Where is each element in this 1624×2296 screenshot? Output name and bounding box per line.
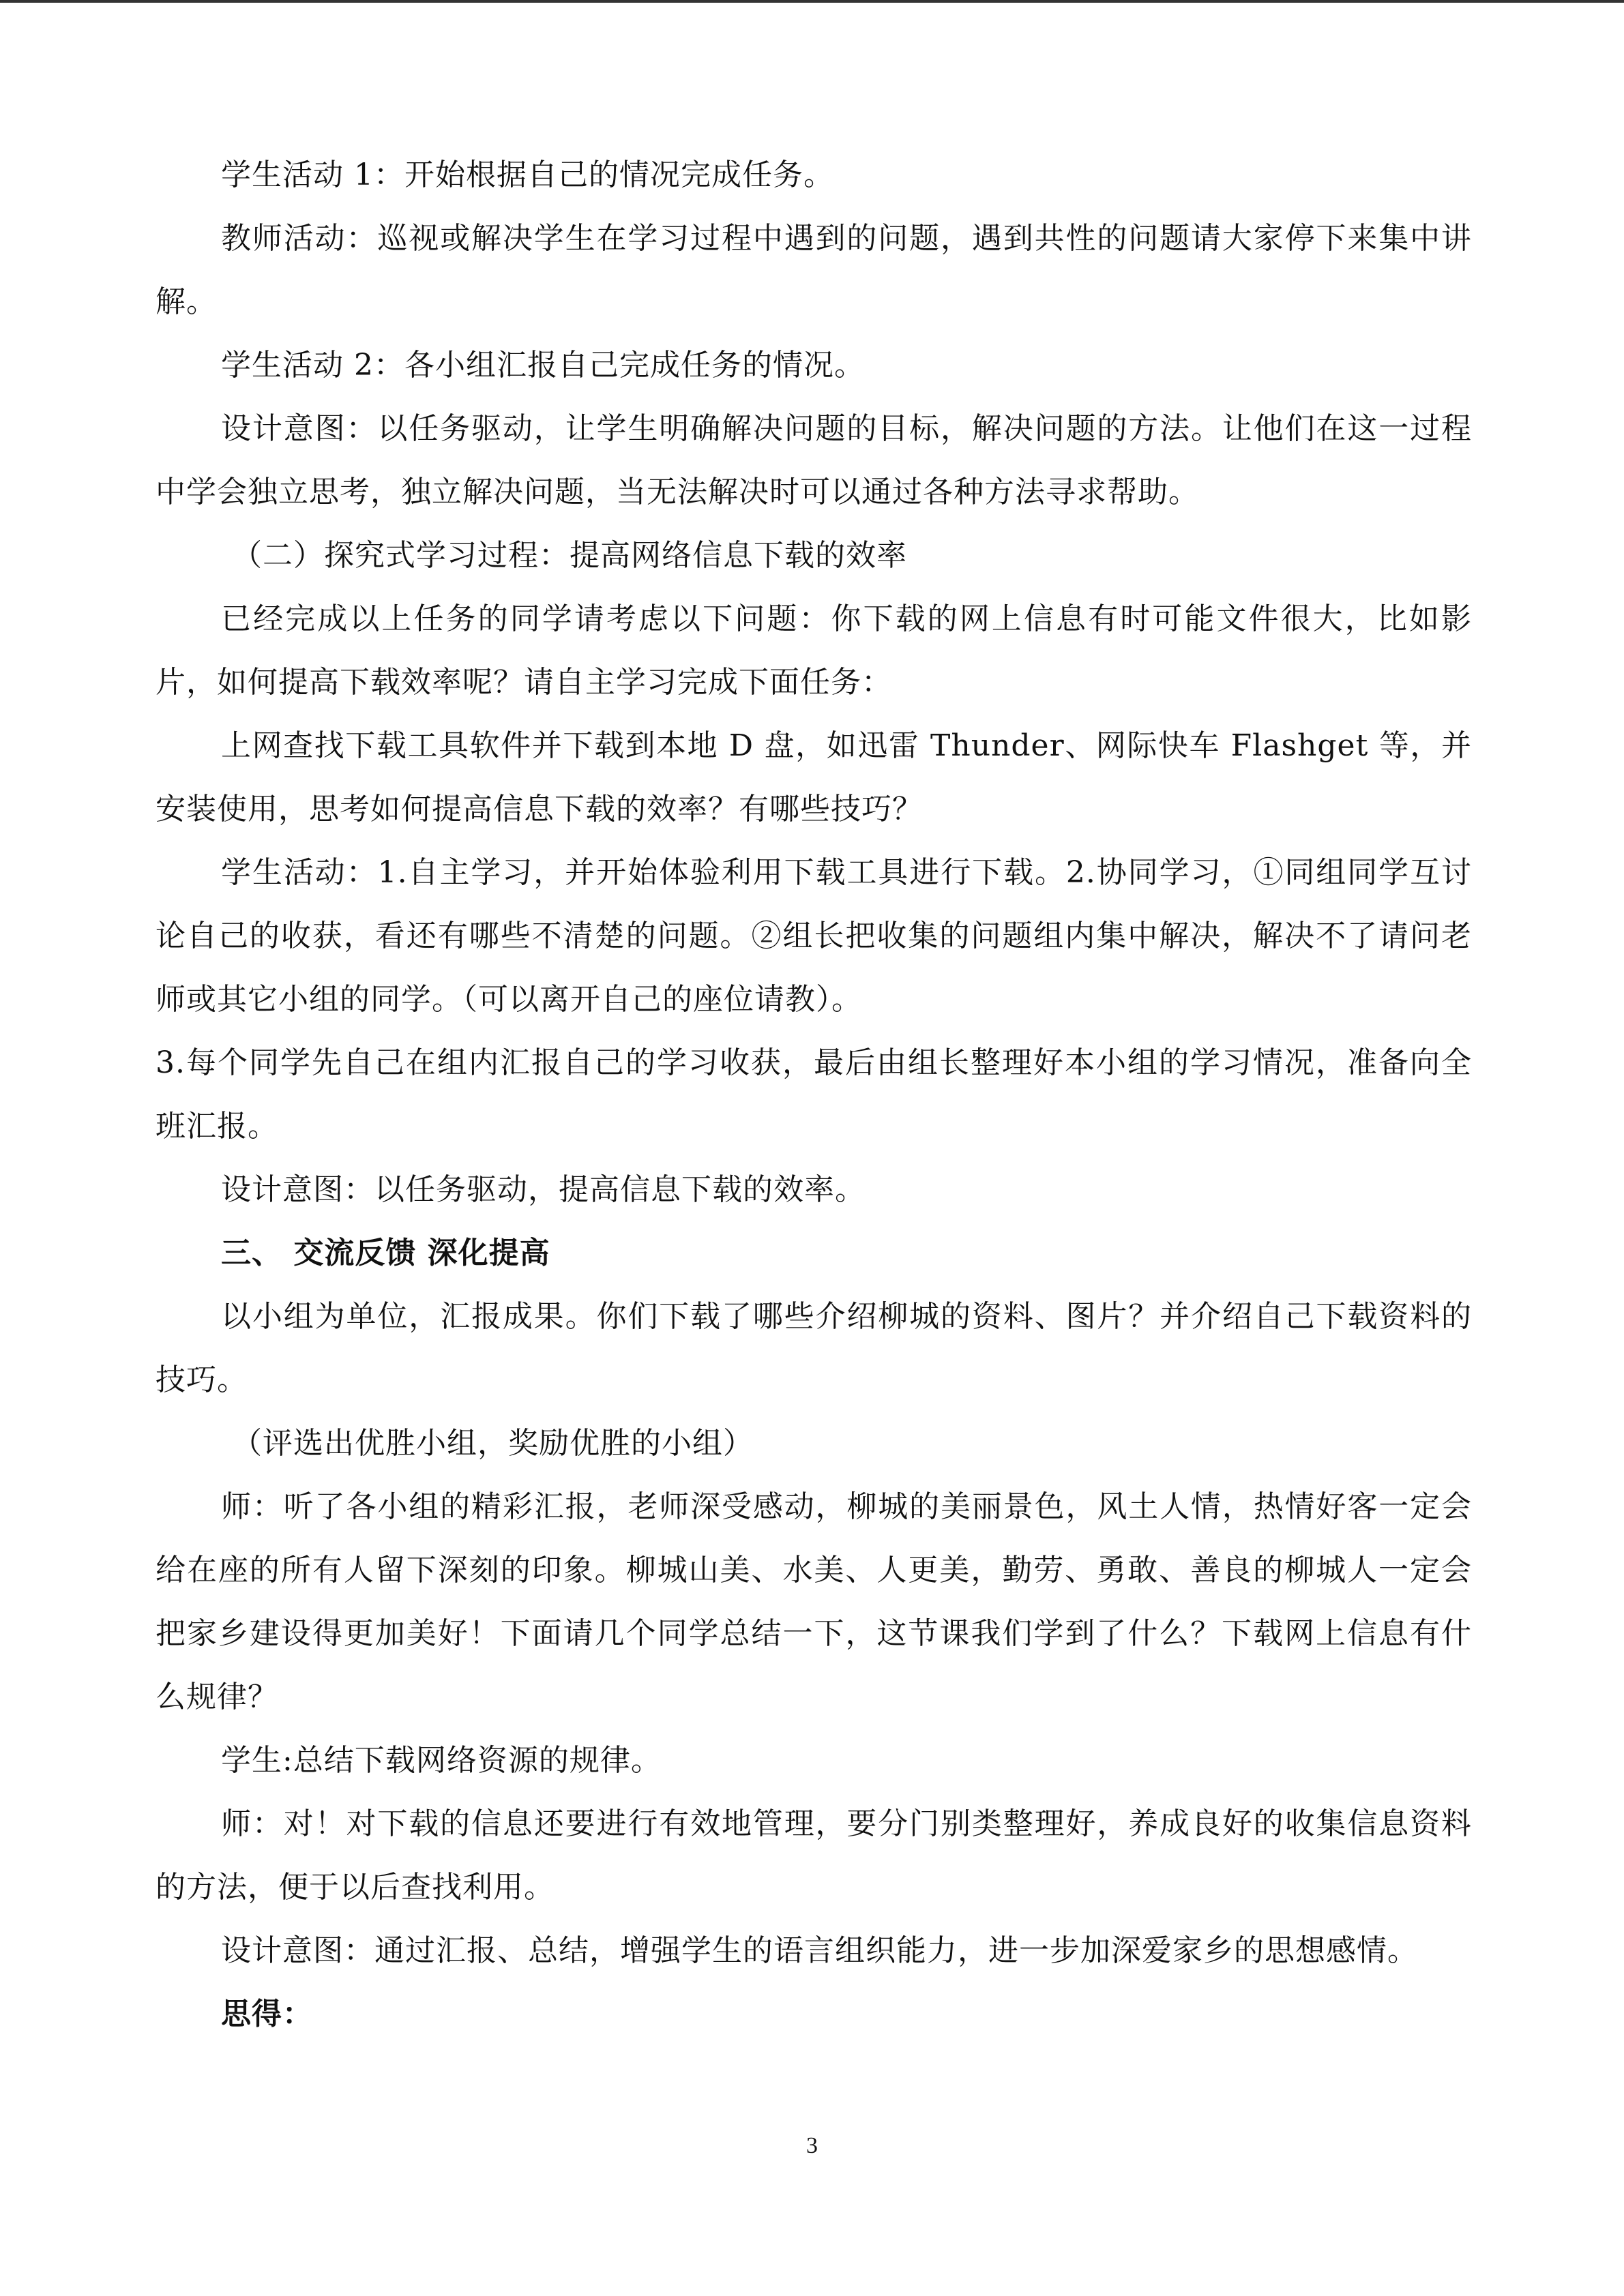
paragraph-teacher-comment: 师：听了各小组的精彩汇报，老师深受感动，柳城的美丽景色，风土人情，热情好客一定会给在座的所有人留下深刻的印象。柳城山美、水美、人更美，勤劳、勇敢、善良的柳城人一定会把家乡建设得更加美好！下面请几个同学总结一下，这节课我们学到了什么？下载网上信息有什么规律？ [156, 1489, 1472, 1714]
paragraph-student-activity-2: 学生活动 2：各小组汇报自己完成任务的情况。 [221, 348, 865, 383]
paragraph-teacher-activity: 教师活动：巡视或解决学生在学习过程中遇到的问题，遇到共性的问题请大家停下来集中讲解。 [156, 221, 1472, 319]
paragraph-question: 已经完成以上任务的同学请考虑以下问题：你下载的网上信息有时可能文件很大，比如影片，如何提高下载效率呢？请自主学习完成下面任务： [156, 601, 1472, 700]
paragraph-group-report: 以小组为单位，汇报成果。你们下载了哪些介绍柳城的资料、图片？并介绍自己下载资料的技巧。 [156, 1299, 1472, 1397]
section-heading-inquiry: （二）探究式学习过程：提高网络信息下载的效率 [232, 538, 907, 573]
paragraph-teacher-closing: 师：对！对下载的信息还要进行有效地管理，要分门别类整理好，养成良好的收集信息资料的方法，便于以后查找利用。 [156, 1806, 1472, 1905]
page-top-border [0, 0, 1624, 3]
paragraph-design-intent-1: 设计意图：以任务驱动，让学生明确解决问题的目标，解决问题的方法。让他们在这一过程中学会独立思考，独立解决问题，当无法解决时可以通过各种方法寻求帮助。 [156, 411, 1472, 509]
paragraph-student-summary: 学生:总结下载网络资源的规律。 [221, 1743, 662, 1778]
paragraph-step-3: 3.每个同学先自己在组内汇报自己的学习收获，最后由组长整理好本小组的学习情况，准备向全班汇报。 [156, 1045, 1472, 1144]
document-page [156, 143, 1472, 2046]
page-number: 3 [806, 2133, 818, 2158]
paragraph-student-activity-3: 学生活动：1.自主学习，并开始体验利用下载工具进行下载。2.协同学习，①同组同学互讨论自己的收获，看还有哪些不清楚的问题。②组长把收集的问题组内集中解决，解决不了请问老师或其它小组的同学。（可以离开自己的座位请教）。 [156, 855, 1472, 1017]
paragraph-selection: （评选出优胜小组，奖励优胜的小组） [232, 1426, 754, 1461]
paragraph-design-intent-3: 设计意图：通过汇报、总结，增强学生的语言组织能力，进一步加深爱家乡的思想感情。 [221, 1933, 1418, 1968]
paragraph-design-intent-2: 设计意图：以任务驱动，提高信息下载的效率。 [221, 1172, 866, 1207]
paragraph-task: 上网查找下载工具软件并下载到本地 D 盘，如迅雷 Thunder、网际快车 Flashget 等，并安装使用，思考如何提高信息下载的效率？有哪些技巧？ [156, 728, 1472, 826]
paragraph-student-activity-1: 学生活动 1：开始根据自己的情况完成任务。 [221, 158, 834, 192]
section-heading-feedback: 三、 交流反馈 深化提高 [221, 1236, 550, 1270]
section-heading-reflection: 思得： [221, 1997, 313, 2031]
